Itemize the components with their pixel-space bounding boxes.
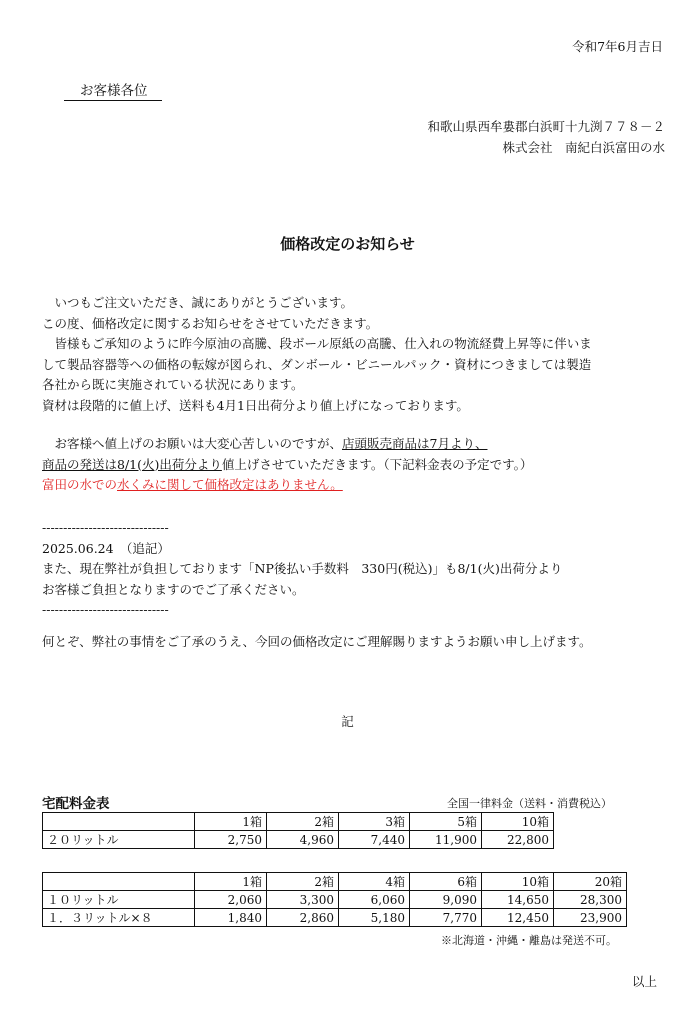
table-header-cell: 10箱: [482, 813, 554, 831]
pricing-note: 全国一律料金（送料・消費税込）: [447, 797, 612, 810]
table-header-cell: 4箱: [339, 873, 410, 891]
table-row-label: １０リットル: [43, 891, 195, 909]
table-cell: 11,900: [410, 831, 482, 849]
ki-mark: 記: [341, 714, 354, 729]
addendum-date: 2025.06.24 （追記）: [42, 540, 170, 556]
separator: ------------------------------: [42, 602, 169, 617]
table-cell: 7,440: [339, 831, 410, 849]
table-header-cell: 6箱: [410, 873, 482, 891]
underlined-text: 店頭販売商品は7月より、: [342, 436, 488, 451]
pricing-title: 宅配料金表: [42, 796, 110, 812]
table-cell: 9,090: [410, 891, 482, 909]
recipient-text: お客様各位: [64, 79, 162, 101]
underlined-red-text: 水くみに関して価格改定はありません。: [117, 477, 343, 492]
table-header-row: [43, 813, 554, 831]
table-header-cell: 1箱: [195, 873, 267, 891]
table-row: [43, 891, 627, 909]
pricing-table-20l: [42, 812, 554, 849]
table-header-cell: [43, 873, 195, 891]
body-line: 資材は段階的に値上げ、送料も4月1日出荷分より値上げになっております。: [42, 397, 469, 413]
body-line: して製品容器等への価格の転嫁が図られ、ダンボール・ビニールパック・資材につきましては製造: [42, 356, 592, 372]
table-row: [43, 909, 627, 927]
pricing-footnote: ※北海道・沖縄・離島は発送不可。: [441, 934, 617, 947]
closing-text: 何とぞ、弊社の事情をご了承のうえ、今回の価格改定にご理解賜りますようお願い申し上げます。: [42, 634, 592, 649]
table-header-cell: [43, 813, 195, 831]
ijou-mark: 以上: [631, 974, 657, 989]
table-cell: 5,180: [339, 909, 410, 927]
pricing-table-10l: [42, 872, 627, 927]
table-cell: 12,450: [482, 909, 554, 927]
addendum-block: [42, 518, 562, 621]
table-header-cell: 1箱: [195, 813, 267, 831]
table-cell: 4,960: [267, 831, 339, 849]
body-line: [42, 455, 532, 476]
table-cell: 14,650: [482, 891, 554, 909]
body-paragraph-1: [42, 293, 592, 416]
table-header-cell: 2箱: [267, 873, 339, 891]
table-header-cell: 2箱: [267, 813, 339, 831]
table-cell: 28,300: [554, 891, 627, 909]
separator: ------------------------------: [42, 520, 169, 535]
sender-block: [427, 116, 665, 158]
table-header-cell: 3箱: [339, 813, 410, 831]
table-cell: 23,900: [554, 909, 627, 927]
addendum-line: お客様ご負担となりますのでご了承ください。: [42, 581, 305, 597]
body-paragraph-2: [42, 434, 532, 496]
table-cell: 2,750: [195, 831, 267, 849]
body-line: [42, 475, 532, 496]
table-row: [43, 831, 554, 849]
body-line: いつもご注文いただき、誠にありがとうございます。: [42, 295, 354, 310]
table-cell: 3,300: [267, 891, 339, 909]
table-row-label: ２０リットル: [43, 831, 195, 849]
body-line: 皆様もご承知のように昨今原油の高騰、段ボール原紙の高騰、仕入れの物流経費上昇等に伴いま: [42, 336, 592, 351]
table-header-row: [43, 873, 627, 891]
underlined-text: 商品の発送は8/1(火)出荷分より: [42, 456, 222, 472]
sender-company: 株式会社 南紀白浜富田の水: [502, 140, 665, 155]
table-cell: 1,840: [195, 909, 267, 927]
body-text: 値上げさせていただきます。（下記料金表の予定です。）: [221, 456, 533, 472]
body-text: お客様へ値上げのお願いは大変心苦しいのですが、: [42, 436, 343, 451]
page-title: 価格改定のお知らせ: [280, 235, 415, 253]
sender-address: 和歌山県西牟婁郡白浜町十九渕７７８－２: [427, 119, 665, 134]
table-header-cell: 20箱: [554, 873, 627, 891]
table-cell: 2,860: [267, 909, 339, 927]
body-line: この度、価格改定に関するお知らせをさせていただきます。: [42, 315, 379, 331]
recipient: [64, 79, 162, 101]
body-line: [42, 434, 532, 455]
table-cell: 7,770: [410, 909, 482, 927]
table-cell: 6,060: [339, 891, 410, 909]
table-cell: 2,060: [195, 891, 267, 909]
body-line: 各社から既に実施されている状況にあります。: [42, 377, 304, 392]
table-row-label: １．３リットル×８: [43, 909, 195, 927]
table-header-cell: 10箱: [482, 873, 554, 891]
body-text-red: 富田の水での: [42, 477, 118, 492]
table-cell: 22,800: [482, 831, 554, 849]
document-date: 令和7年6月吉日: [572, 39, 663, 54]
addendum-line: また、現在弊社が負担しております「NP後払い手数料 330円(税込)」も8/1(火)出荷分より: [42, 561, 563, 576]
table-header-cell: 5箱: [410, 813, 482, 831]
